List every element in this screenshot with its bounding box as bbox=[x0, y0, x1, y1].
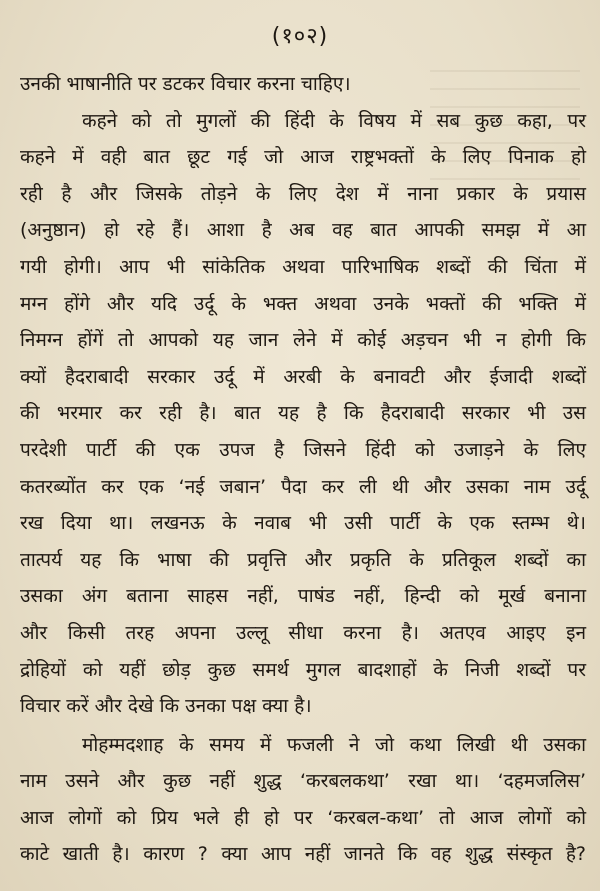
text-line: मोहम्मदशाह के समय में फजली ने जो कथा लिखी थी उसका bbox=[82, 733, 586, 756]
text-line: निमग्न होंगें तो आपको यह जान लेने में कोई अड़चन भी न होगी कि bbox=[20, 329, 586, 352]
text-line: गयी होगी। आप भी सांकेतिक अथवा पारिभाषिक शब्दों की चिंता में bbox=[20, 255, 586, 278]
text-line: रही है और जिसके तोड़ने के लिए देश में नाना प्रकार के प्रयास bbox=[20, 182, 586, 205]
text-line: काटे खाती है। कारण ? क्या आप नहीं जानते कि वह शुद्ध संस्कृत है? bbox=[20, 843, 586, 866]
text-line: नाम उसने और कुछ नहीं शुद्ध ‘करबलकथा’ रखा था। ‘दहमजलिस’ bbox=[20, 770, 586, 793]
text-line: द्रोहियों को यहीं छोड़ कुछ समर्थ मुगल बादशाहों के निजी शब्दों पर bbox=[20, 658, 586, 681]
text-line: क्यों हैदराबादी सरकार उर्दू में अरबी के बनावटी और ईजादी शब्दों bbox=[20, 365, 586, 388]
text-line: परदेशी पार्टी की एक उपज है जिसने हिंदी को उजाड़ने के लिए bbox=[20, 438, 586, 461]
text-line: कतरब्योंत कर एक ‘नई जबान’ पैदा कर ली थी और उसका नाम उर्दू bbox=[20, 475, 586, 498]
page-number: (१०२) bbox=[271, 24, 329, 49]
text-line: तात्पर्य यह कि भाषा की प्रवृत्ति और प्रकृति के प्रतिकूल शब्दों का bbox=[20, 548, 586, 571]
text-line: उसका अंग बताना साहस नहीं, पाषंड नहीं, हिन्दी को मूर्ख बनाना bbox=[20, 585, 586, 608]
text-line: की भरमार कर रही है। बात यह है कि हैदराबादी सरकार भी उस bbox=[20, 402, 586, 425]
text-line: मग्न होंगे और यदि उर्दू के भक्त अथवा उनके भक्तों की भक्ति में bbox=[20, 292, 586, 315]
text-line: आज लोगों को प्रिय भले ही हो पर ‘करबल-कथा’ तो आज लोगों को bbox=[20, 806, 586, 829]
body-text bbox=[20, 66, 586, 873]
text-line: विचार करें और देखे कि उनका पक्ष क्या है। bbox=[20, 695, 312, 718]
text-line: उनकी भाषानीति पर डटकर विचार करना चाहिए। bbox=[20, 73, 351, 95]
text-line: और किसी तरह अपना उल्लू सीधा करना है। अतएव आइए इन bbox=[20, 621, 586, 644]
text-line: कहने में वही बात छूट गई जो आज राष्ट्रभक्तों के लिए पिनाक हो bbox=[20, 146, 586, 169]
text-line: रख दिया था। लखनऊ के नवाब भी उसी पार्टी के एक स्तम्भ थे। bbox=[20, 512, 586, 535]
text-line: कहने को तो मुगलों की हिंदी के विषय में सब कुछ कहा, पर bbox=[82, 109, 586, 132]
text-line: (अनुष्ठान) हो रहे हैं। आशा है अब वह बात आपकी समझ में आ bbox=[20, 219, 586, 242]
